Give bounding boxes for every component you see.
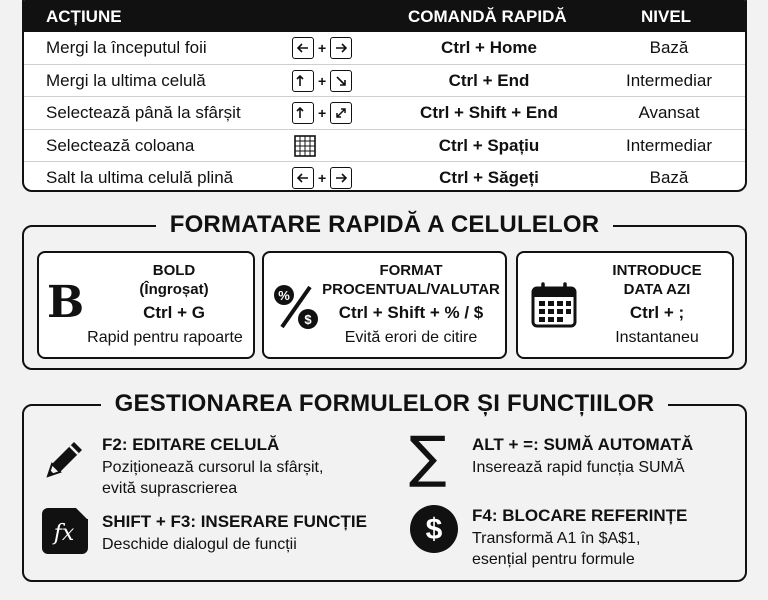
row-shortcut: Ctrl + End — [448, 70, 530, 90]
card-desc: Instantaneu — [615, 329, 699, 346]
arrow-up-left-icon — [292, 102, 314, 124]
row-key-icons — [292, 102, 352, 124]
row-shortcut: Ctrl + Shift + End — [420, 103, 558, 122]
item-title: SHIFT + F3: INSERARE FUNCȚIE — [102, 512, 367, 531]
item-desc: Transformă A1 în $A$1, esențial pentru formule — [472, 530, 641, 568]
svg-text:%: % — [278, 288, 290, 303]
calendar-icon — [530, 281, 578, 329]
item-desc: Inserează rapid funcția SUMĂ — [472, 459, 685, 476]
formulas-section — [22, 390, 747, 582]
function-fx-icon — [42, 508, 88, 554]
table-row — [24, 32, 745, 65]
card-shortcut: Ctrl + ; — [629, 303, 685, 322]
table-header — [24, 0, 745, 32]
row-key-icons — [292, 167, 352, 189]
header-shortcut: COMANDĂ RAPIDĂ — [408, 7, 567, 26]
formula-item-lock-reference — [409, 502, 739, 574]
bold-card — [37, 251, 255, 359]
arrow-left-icon — [292, 167, 314, 189]
row-level: Bază — [649, 38, 689, 57]
svg-text:$: $ — [425, 513, 443, 546]
percent-dollar-icon — [270, 281, 322, 333]
arrow-diagonal-both-icon — [330, 102, 352, 124]
row-key-icons — [292, 135, 318, 157]
formula-item-autosum — [409, 425, 739, 496]
row-shortcut: Ctrl + Săgeți — [439, 168, 539, 187]
row-key-icons — [292, 70, 352, 92]
row-level: Avansat — [638, 103, 700, 122]
item-title: F4: BLOCARE REFERINȚE — [472, 506, 688, 525]
row-shortcut: Ctrl + Spațiu — [438, 135, 540, 155]
card-title: INTRODUCE DATA AZI — [612, 262, 702, 298]
item-title: F2: EDITARE CELULĂ — [102, 435, 280, 454]
header-action: ACȚIUNE — [46, 7, 122, 26]
card-desc: Evită erori de citire — [344, 329, 478, 346]
shortcut-table — [22, 0, 747, 192]
svg-text:fx: fx — [53, 521, 75, 546]
formula-item-edit — [40, 432, 380, 496]
row-level: Bază — [649, 168, 689, 187]
arrow-down-right-icon — [330, 70, 352, 92]
pencil-icon — [40, 434, 90, 484]
row-level: Intermediar — [626, 70, 712, 90]
row-level: Intermediar — [626, 135, 712, 155]
row-key-icons — [292, 37, 352, 59]
sigma-icon: ∑ — [409, 425, 447, 490]
percent-format-card — [262, 251, 507, 359]
formatting-title: FORMATARE RAPIDĂ A CELULELOR — [156, 211, 614, 238]
plus-sign: + — [318, 170, 327, 186]
card-shortcut: Ctrl + Shift + % / $ — [338, 303, 484, 322]
row-action: Mergi la ultima celulă — [46, 70, 206, 90]
plus-sign: + — [318, 105, 327, 121]
formulas-title: GESTIONAREA FORMULELOR ȘI FUNCȚIILOR — [101, 390, 669, 417]
table-row — [24, 162, 745, 192]
item-desc: Poziționează cursorul la sfârșit, evită suprascrierea — [102, 459, 324, 497]
row-action: Selectează coloana — [46, 135, 195, 155]
card-title: BOLD (Îngroșat) — [139, 262, 209, 298]
card-title: FORMAT PROCENTUAL/VALUTAR — [322, 262, 500, 298]
arrow-right-icon — [330, 37, 352, 59]
formatting-section — [22, 211, 747, 370]
table-row — [24, 65, 745, 98]
row-action: Selectează până la sfârșit — [46, 103, 241, 122]
row-shortcut: Ctrl + Home — [441, 38, 537, 57]
insert-date-card — [516, 251, 734, 359]
bold-b-icon: B — [47, 277, 85, 328]
card-desc: Rapid pentru rapoarte — [87, 329, 243, 346]
plus-sign: + — [318, 40, 327, 56]
table-row — [24, 97, 745, 130]
plus-sign: + — [318, 72, 327, 89]
card-shortcut: Ctrl + G — [143, 303, 205, 322]
item-title: ALT + =: SUMĂ AUTOMATĂ — [472, 435, 694, 454]
arrow-left-icon — [292, 37, 314, 59]
grid-icon — [292, 135, 318, 157]
svg-text:$: $ — [304, 312, 312, 327]
arrow-up-left-icon — [292, 70, 314, 92]
header-level: NIVEL — [641, 7, 692, 26]
row-action: Salt la ultima celulă plină — [46, 168, 234, 187]
table-row — [24, 130, 745, 163]
item-desc: Deschide dialogul de funcții — [102, 536, 297, 553]
row-action: Mergi la începutul foii — [46, 38, 207, 57]
dollar-circle-icon — [409, 504, 459, 554]
formula-item-insert-function — [40, 506, 400, 566]
arrow-right-icon — [330, 167, 352, 189]
